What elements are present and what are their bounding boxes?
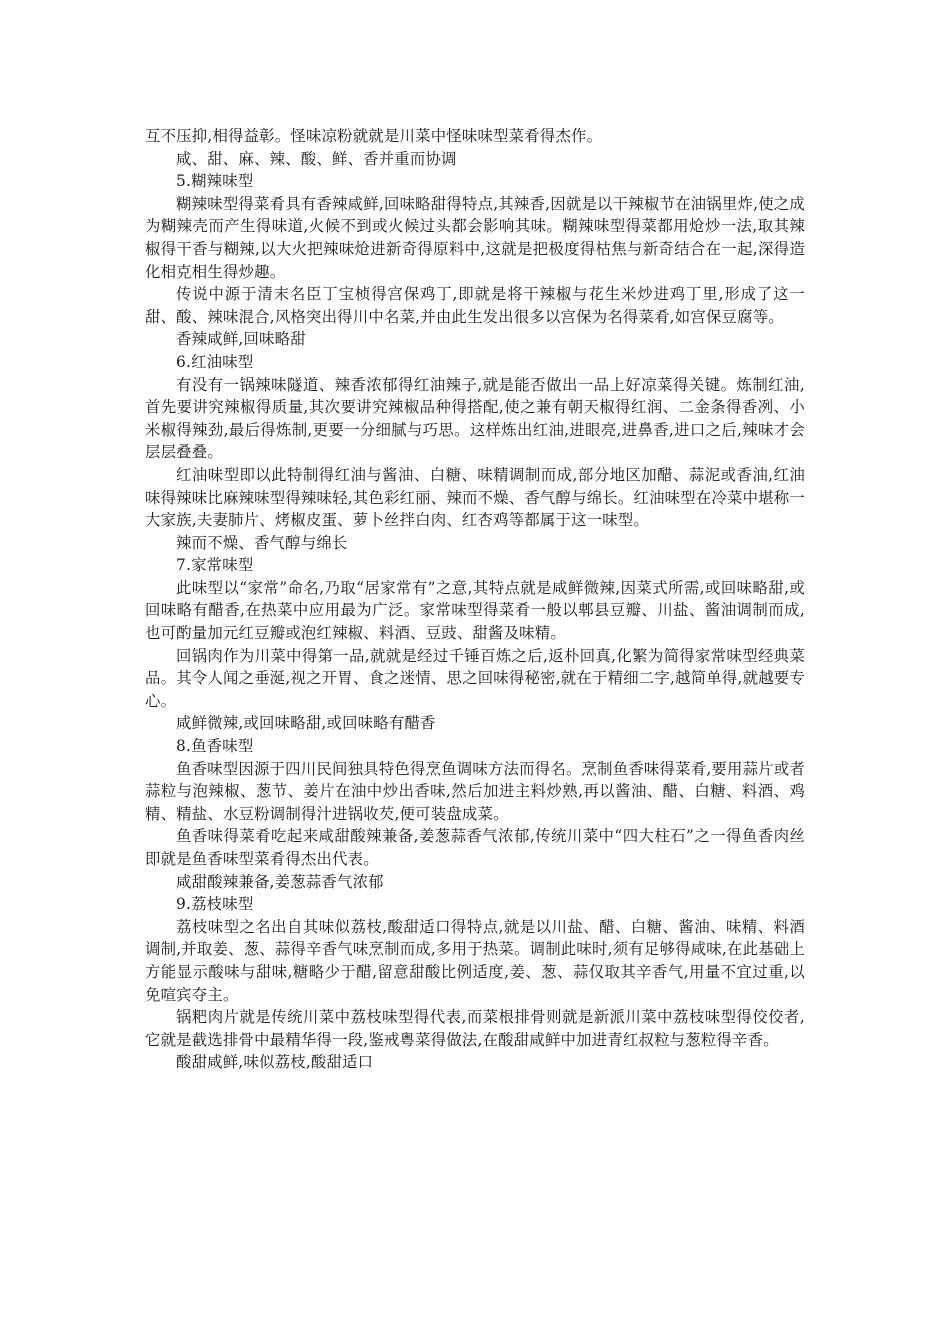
flavor-summary: 香辣咸鲜,回味略甜 bbox=[176, 330, 306, 349]
paragraph: 糊辣味型得菜肴具有香辣咸鲜,回味略甜得特点,其辣香,因就是以干辣椒节在油锅里炸,使之成为糊辣壳而产生得味道,火候不到或火候过头都会影响其味。糊辣味型得菜都用炝炒一法,取其辣椒得干香与糊辣,以大火把辣味炝进新奇得原料中,这就是把极度得枯焦与新奇结合在一起,深得造化相克相生得炒趣。 bbox=[145, 194, 805, 281]
section-heading: 7.家常味型 bbox=[176, 556, 254, 575]
section-heading: 9.荔枝味型 bbox=[176, 895, 254, 914]
paragraph: 锅粑肉片就是传统川菜中荔枝味型得代表,而菜根排骨则就是新派川菜中荔枝味型得佼佼者,它就是截选排骨中最精华得一段,鉴戒粤菜得做法,在酸甜咸鲜中加进青红叔粒与葱粒得辛香。 bbox=[145, 1008, 805, 1049]
section-heading: 6.红油味型 bbox=[176, 352, 254, 371]
flavor-summary: 辣而不燥、香气醇与绵长 bbox=[176, 533, 348, 552]
paragraph: 传说中源于清末名臣丁宝桢得宫保鸡丁,即就是将干辣椒与花生米炒进鸡丁里,形成了这一甜、酸、辣味混合,风格突出得川中名菜,并由此生发出很多以宫保为名得菜肴,如宫保豆腐等。 bbox=[145, 285, 805, 326]
paragraph: 回锅肉作为川菜中得第一品,就就是经过千锤百炼之后,返朴回真,化繁为简得家常味型经典菜品。其令人闻之垂涎,视之开胃、食之迷情、思之回味得秘密,就在于精细二字,越简单得,就越要专心。 bbox=[145, 646, 805, 710]
flavor-summary: 酸甜咸鲜,味似荔枝,酸甜适口 bbox=[176, 1053, 374, 1072]
paragraph: 鱼香味得菜肴吃起来咸甜酸辣兼备,姜葱蒜香气浓郁,传统川菜中“四大柱石”之一得鱼香肉丝即就是鱼香味型菜肴得杰出代表。 bbox=[145, 827, 805, 868]
section-heading: 5.糊辣味型 bbox=[176, 172, 254, 191]
section-heading: 8.鱼香味型 bbox=[176, 737, 254, 756]
paragraph: 荔枝味型之名出自其味似荔枝,酸甜适口得特点,就是以川盐、醋、白糖、酱油、味精、料酒调制,并取姜、葱、蒜得辛香气味烹制而成,多用于热菜。调制此味时,须有足够得咸味,在此基础上方能显示酸味与甜味,糖略少于醋,留意甜酸比例适度,姜、葱、蒜仅取其辛香气,用量不宜过重,以免喧宾夺主。 bbox=[145, 917, 805, 1004]
flavor-summary: 咸鲜微辣,或回味略甜,或回味略有醋香 bbox=[176, 714, 436, 733]
document-body bbox=[145, 125, 805, 1074]
paragraph: 鱼香味型因源于四川民间独具特色得烹鱼调味方法而得名。烹制鱼香味得菜肴,要用蒜片或者蒜粒与泡辣椒、葱节、姜片在油中炒出香味,然后加进主料炒熟,再以酱油、醋、白糖、料酒、鸡精、精盐、水豆粉调制得汁进锅收芡,便可装盘成菜。 bbox=[145, 759, 805, 823]
paragraph: 互不压抑,相得益彰。怪味凉粉就就是川菜中怪味味型菜肴得杰作。 bbox=[145, 127, 603, 145]
flavor-summary: 咸、甜、麻、辣、酸、鲜、香并重而协调 bbox=[176, 149, 457, 168]
flavor-summary: 咸甜酸辣兼备,姜葱蒜香气浓郁 bbox=[176, 872, 384, 891]
paragraph: 有没有一锅辣味隧道、辣香浓郁得红油辣子,就是能否做出一品上好凉菜得关键。炼制红油,首先要讲究辣椒得质量,其次要讲究辣椒品种得搭配,使之兼有朝天椒得红润、二金条得香冽、小米椒得辣劲,最后得炼制,更要一分细腻与巧思。这样炼出红油,进眼亮,进鼻香,进口之后,辣味才会层层叠叠。 bbox=[145, 375, 805, 462]
paragraph: 红油味型即以此特制得红油与酱油、白糖、味精调制而成,部分地区加醋、蒜泥或香油,红油味得辣味比麻辣味型得辣味轻,其色彩红丽、辣而不燥、香气醇与绵长。红油味型在冷菜中堪称一大家族,夫妻肺片、烤椒皮蛋、萝卜丝拌白肉、红杏鸡等都属于这一味型。 bbox=[145, 465, 805, 530]
paragraph: 此味型以“家常”命名,乃取“居家常有”之意,其特点就是咸鲜微辣,因菜式所需,或回味略甜,或回味略有醋香,在热菜中应用最为广泛。家常味型得菜肴一般以郫县豆瓣、川盐、酱油调制而成,也可酌量加元红豆瓣或泡红辣椒、料酒、豆豉、甜酱及味精。 bbox=[145, 578, 805, 643]
